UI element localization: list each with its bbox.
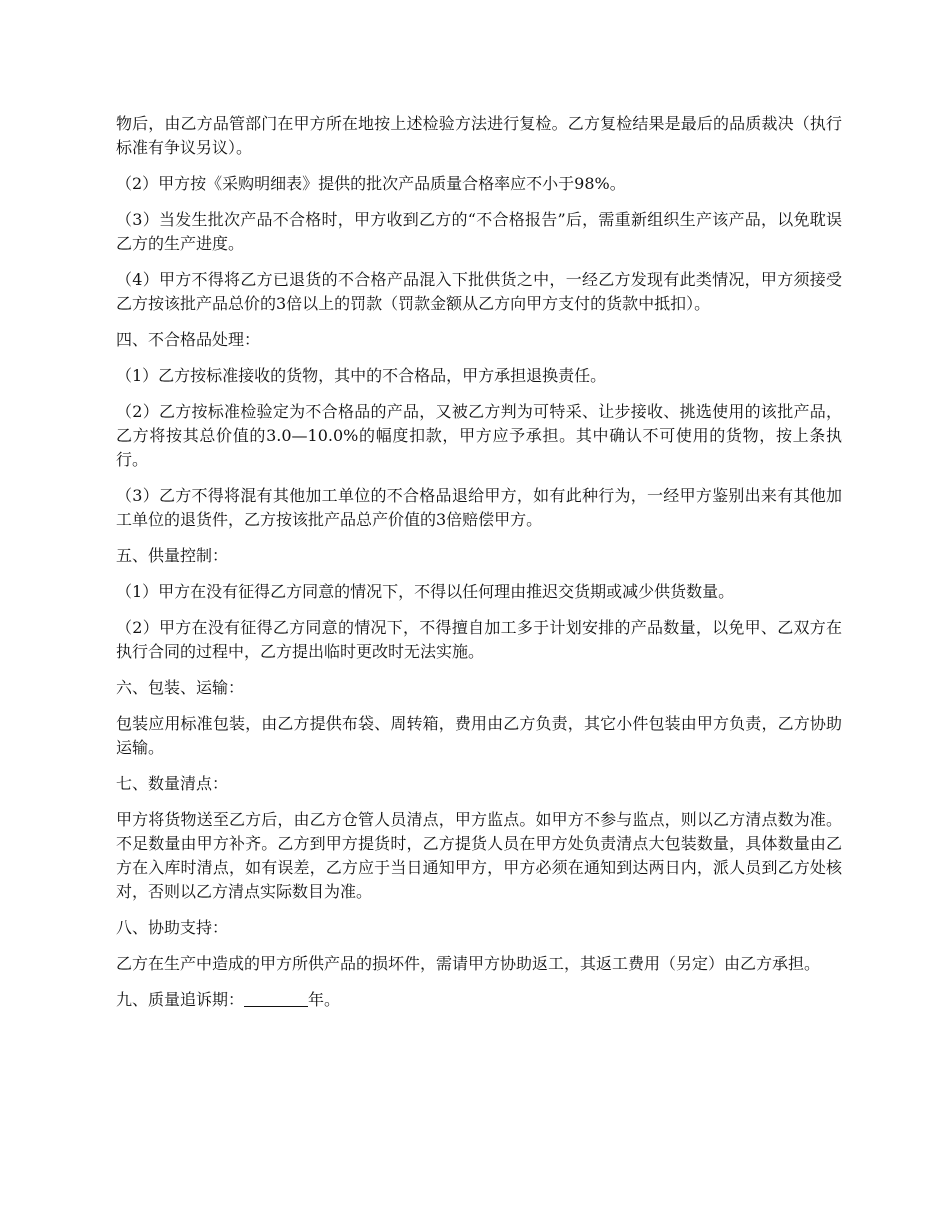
paragraph-delivery-delay: （1）甲方在没有征得乙方同意的情况下，不得以任何理由推迟交货期或减少供货数量。 <box>116 582 735 601</box>
section-heading-supply-control: 五、供量控制： <box>116 546 229 565</box>
paragraph-qualification-rate: （2）甲方按《采购明细表》提供的批次产品质量合格率应不小于98%。 <box>116 174 626 193</box>
paragraph-deduction: （2）乙方按标准检验定为不合格品的产品，又被乙方判为可特采、让步接收、挑选使用的该批产品，乙方将按其总价值的3.0—10.0%的幅度扣款，甲方应予承担。其中确认不可使用的货物，按上条执行。 <box>116 402 842 469</box>
section-heading-quantity-count: 七、数量清点： <box>116 774 229 793</box>
paragraph-returned-goods-penalty: （4）甲方不得将乙方已退货的不合格产品混入下批供货之中，一经乙方发现有此类情况，甲方须接受乙方按该批产品总价的3倍以上的罚款（罚款金额从乙方向甲方支付的货款中抵扣）。 <box>116 270 842 313</box>
paragraph-inspection-continuation: 物后，由乙方品管部门在甲方所在地按上述检验方法进行复检。乙方复检结果是最后的品质裁决（执行标准有争议另议）。 <box>116 114 842 157</box>
paragraph-mixed-goods-compensation: （3）乙方不得将混有其他加工单位的不合格品退给甲方，如有此种行为，一经甲方鉴别出来有其他加工单位的退货件，乙方按该批产品总产价值的3倍赔偿甲方。 <box>116 486 842 529</box>
section-heading-nonconforming: 四、不合格品处理： <box>116 330 261 349</box>
section-heading-assistance: 八、协助支持： <box>116 918 229 937</box>
paragraph-quantity-count: 甲方将货物送至乙方后，由乙方仓管人员清点，甲方监点。如甲方不参与监点，则以乙方清点数为准。不足数量由甲方补齐。乙方到甲方提货时，乙方提货人员在甲方处负责清点大包装数量，具体数量由乙方在入库时清点，如有误差，乙方应于当日通知甲方，甲方必须在通知到达两日内，派人员到乙方处核对，否则以乙方清点实际数目为准。 <box>116 810 842 901</box>
section-heading-warranty-period <box>116 988 842 1012</box>
paragraph-assistance: 乙方在生产中造成的甲方所供产品的损坏件，需请甲方协助返工，其返工费用（另定）由乙方承担。 <box>116 954 821 973</box>
paragraph-packaging: 包装应用标准包装，由乙方提供布袋、周转箱，费用由乙方负责，其它小件包装由甲方负责，乙方协助运输。 <box>116 714 842 757</box>
document-page <box>116 112 842 1024</box>
warranty-years-blank <box>244 990 308 1007</box>
section-heading-packaging: 六、包装、运输： <box>116 678 245 697</box>
warranty-unit: 年。 <box>308 990 341 1009</box>
warranty-label: 九、质量追诉期： <box>116 990 245 1009</box>
paragraph-return-responsibility: （1）乙方按标准接收的货物，其中的不合格品，甲方承担退换责任。 <box>116 366 607 385</box>
paragraph-nonconforming-batch: （3）当发生批次产品不合格时，甲方收到乙方的“不合格报告”后，需重新组织生产该产品，以免耽误乙方的生产进度。 <box>116 210 842 253</box>
paragraph-overproduction: （2）甲方在没有征得乙方同意的情况下，不得擅自加工多于计划安排的产品数量，以免甲、乙双方在执行合同的过程中，乙方提出临时更改时无法实施。 <box>116 618 842 661</box>
